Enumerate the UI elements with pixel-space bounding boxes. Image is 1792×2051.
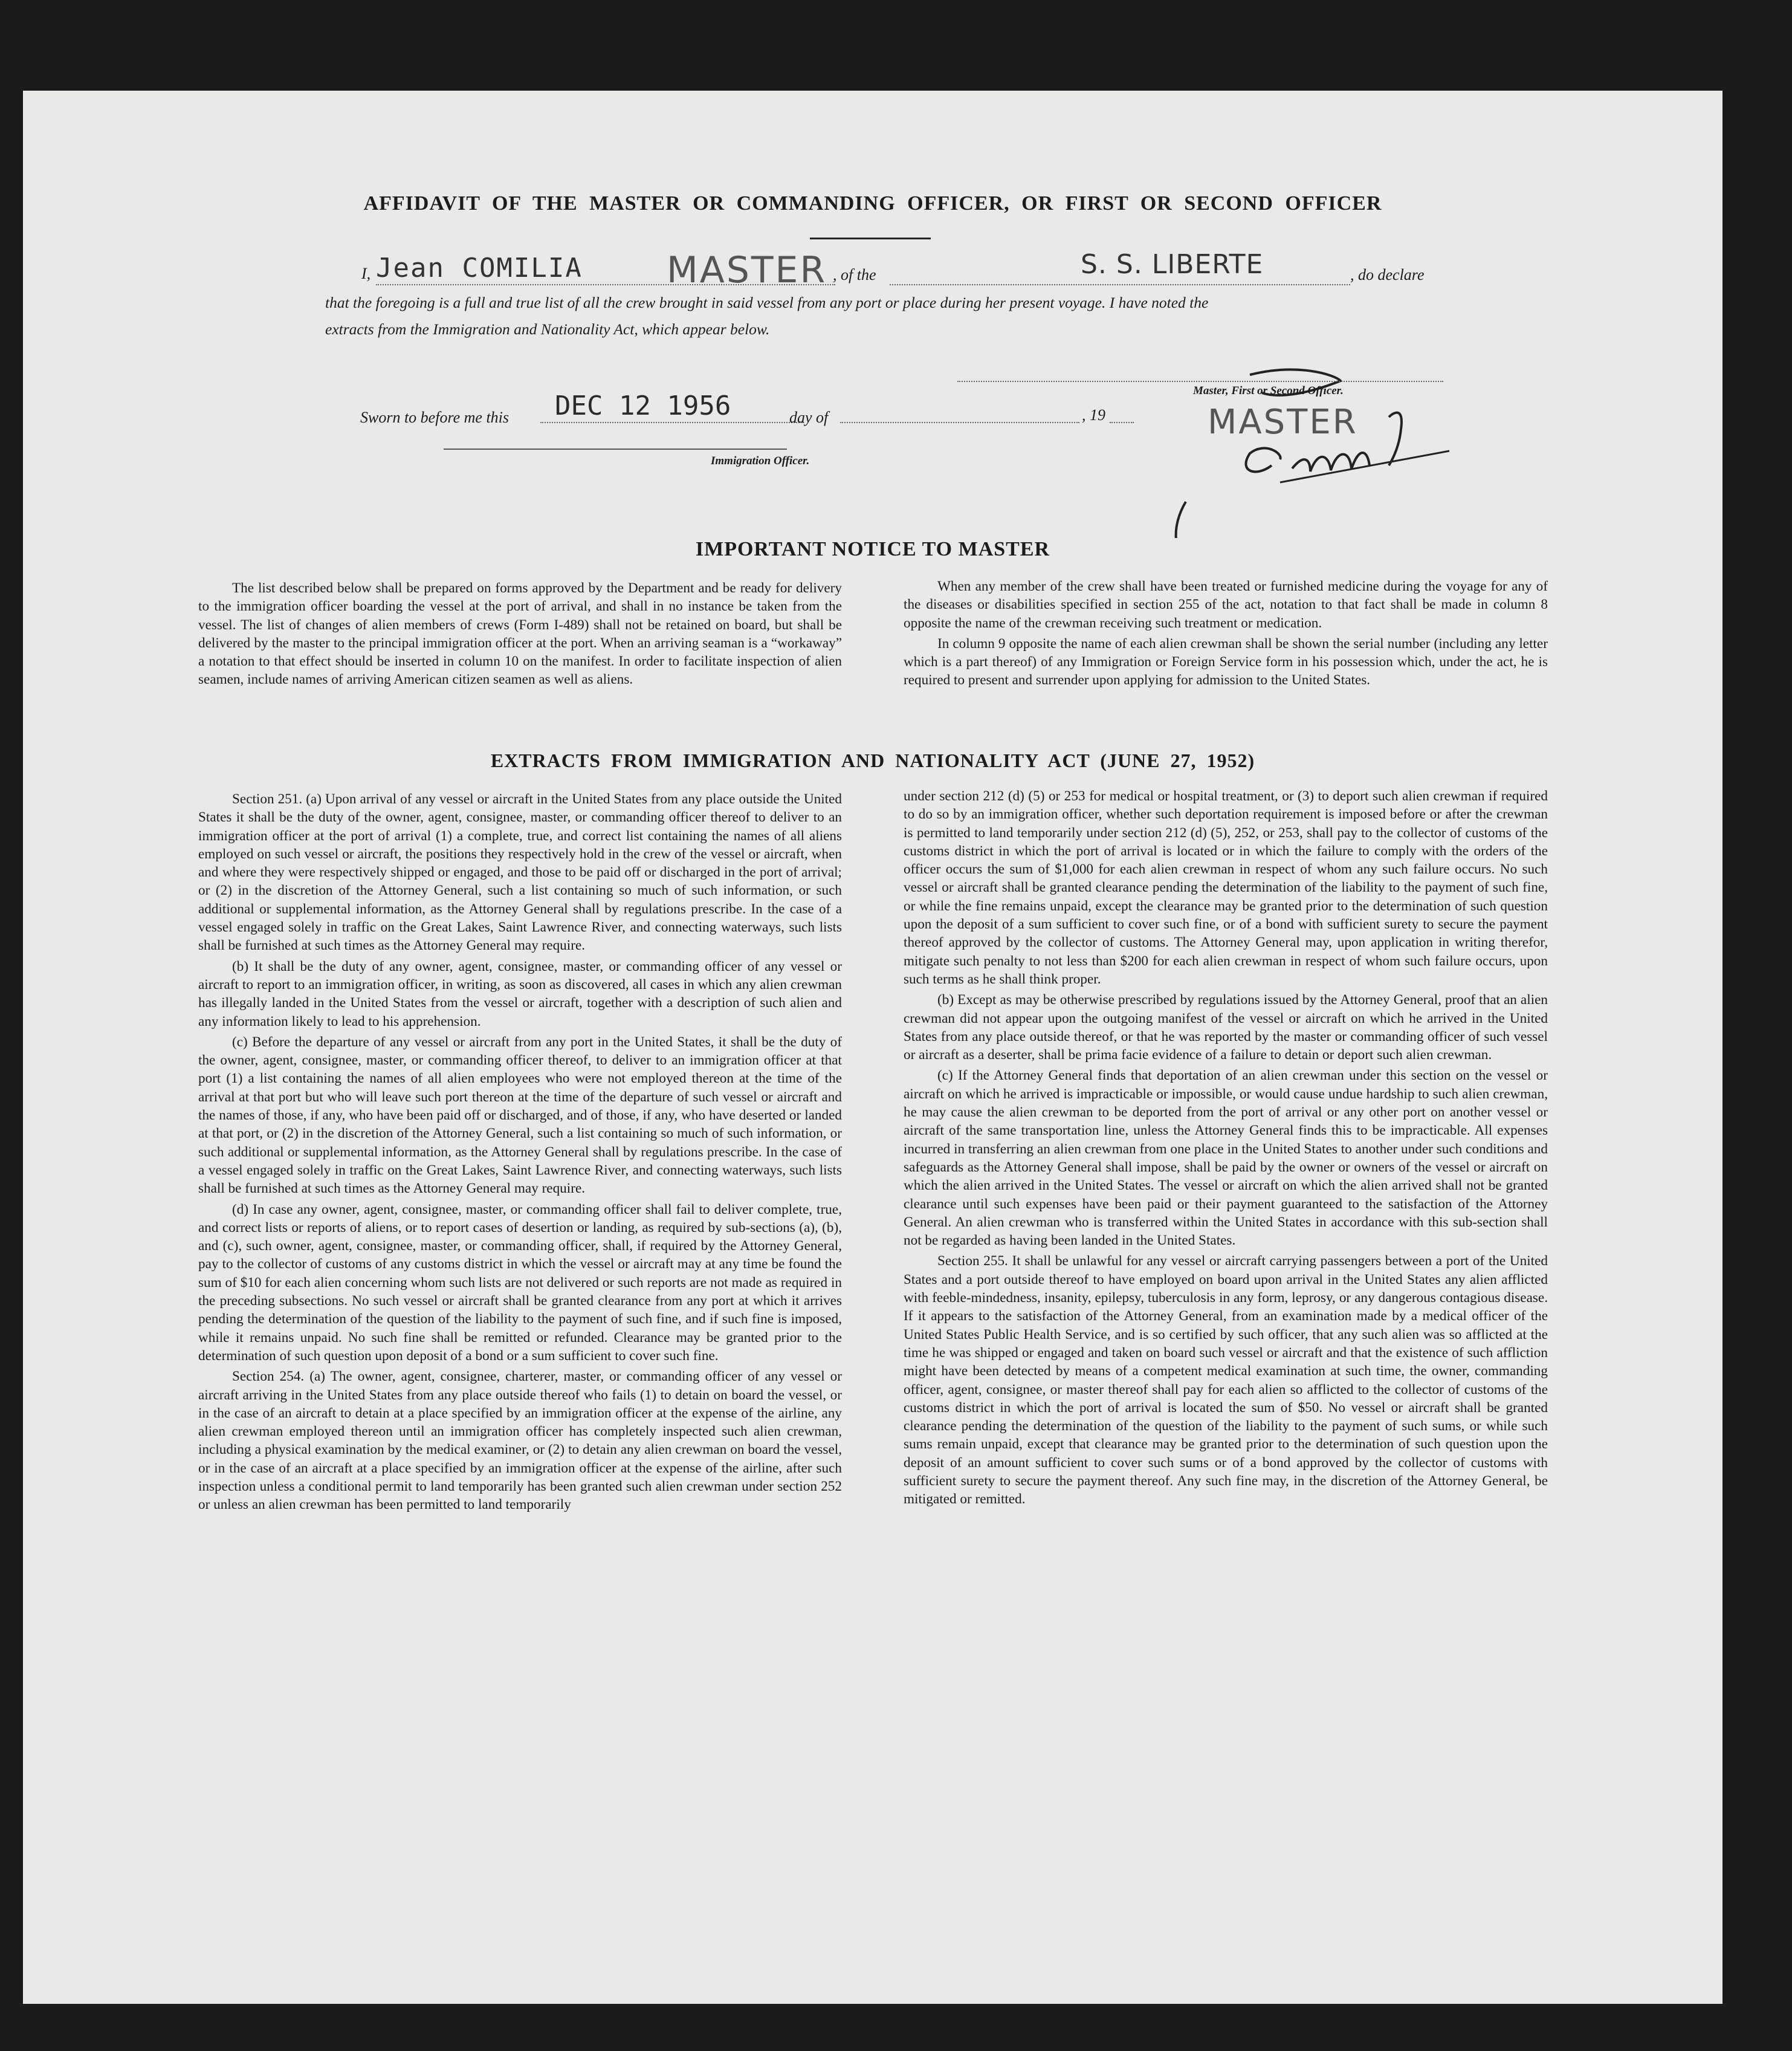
- signer-line: [957, 381, 1443, 382]
- notice-paragraph: When any member of the crew shall have been treated or furnished medicine during the voyage for any of the diseases or disabilities specified in section 255 of the act, notation to that fact shall be made in column 8 opposite the name of the crewman receiving such treatment or medication.: [904, 578, 1548, 631]
- title-divider: [810, 238, 931, 239]
- extracts-right-column: [904, 787, 1548, 1511]
- extract-paragraph: (c) If the Attorney General finds that deportation of an alien crewman under this section on the vessel or aircraft on which he arrived is impracticable or impossible, or would cause undue hardship to such alien crewman, he may cause the alien crewman to be deported from the port of arrival or any other port on another vessel or aircraft of the same transportation line, unless the Attorney General finds this to be impracticable. All expenses incurred in transferring an alien crewman from one place in the United States to another under such conditions and safeguards as the Attorney General shall impose, shall be paid by the owner or owners of the vessel or aircraft on which the alien arrived in the United States. The vessel or aircraft on which the alien arrived shall not be granted clearance until such expenses have been paid or their payment guaranteed to the satisfaction of the Attorney General. An alien crewman who is transferred within the United States in accordance with this sub-section shall not be regarded as having been landed in the United States.: [904, 1068, 1548, 1249]
- declaration-line-2: extracts from the Immigration and Nationality Act, which appear below.: [325, 320, 770, 338]
- extract-paragraph: (c) Before the departure of any vessel or aircraft from any port in the United States, it shall be the duty of the owner, agent, consignee, master, or commanding officer thereof, to deliver to an immigration officer at that port (1) a list containing the names of all alien employees who were not employed thereon at the time of the arrival at that port but who will leave such port thereon at the time of the departure of such vessel or aircraft and the names of those, if any, who have been paid off or discharged, and of those, if any, who have deserted or landed at that port, or (2) in the discretion of the Attorney General, such a list containing so much of such information, or such additional or supplemental information, as the Attorney General shall by regulations prescribe. In the case of a vessel engaged solely in traffic on the Great Lakes, Saint Lawrence River, and connecting waterways, such lists shall be furnished at such times as the Attorney General may require.: [198, 1034, 842, 1197]
- sworn-label: Sworn to before me this: [360, 409, 509, 426]
- month-line: [840, 422, 1079, 423]
- affidavit-title: AFFIDAVIT OF THE MASTER OR COMMANDING OFFICER, OR FIRST OR SECOND OFFICER: [363, 192, 1382, 215]
- signer-label: Master, First or Second Officer.: [1193, 384, 1344, 397]
- extract-paragraph: Section 254. (a) The owner, agent, consignee, charterer, master, or commanding officer of any vessel or aircraft arriving in the United States from any place outside thereof who fails (1) to detain on board the vessel, or in the case of an aircraft to detain at a place specified by an immigration officer at the expense of the airline, any alien crewman employed thereon until an immigration officer has completely inspected such alien crewman, including a physical examination by the medical examiner, or (2) to detain any alien crewman on board the vessel, or in the case of an aircraft at a place specified by an immigration officer at the expense of the airline, after such inspection unless a conditional permit to land temporarily has been granted such alien crewman under section 252 or unless an alien crewman has been permitted to land temporarily: [198, 1369, 842, 1513]
- year-prefix: , 19: [1082, 406, 1105, 424]
- notice-paragraph: In column 9 opposite the name of each alien crewman shall be shown the serial number (including any letter which is a part thereof) of any Immigration or Foreign Service form in his possession which, under the act, he is required to present and surrender upon applying for admission to the United States.: [904, 635, 1548, 689]
- sworn-date: DEC 12 1956: [555, 390, 731, 421]
- year-line: [1110, 422, 1134, 423]
- extract-paragraph: (b) Except as may be otherwise prescribed by regulations issued by the Attorney General, proof that an alien crewman did not appear upon the outgoing manifest of the vessel or aircraft on which he arrived in the United States from any place outside thereof, or that he was reported by the master or commanding officer of such vessel or aircraft as a deserter, shall be prima facie evidence of a failure to detain or deport such alien crewman.: [904, 992, 1548, 1063]
- extract-paragraph: Section 255. It shall be unlawful for any vessel or aircraft carrying passengers between a port of the United States and a port outside thereof to have employed on board upon arrival in the United States any alien afflicted with feeble-mindedness, insanity, epilepsy, tuberculosis in any form, leprosy, or any dangerous contagious disease. If it appears to the satisfaction of the Attorney General, from an examination made by a medical officer of the United States Public Health Service, and is so certified by such officer, that any such alien was so afflicted at the time he was shipped or engaged and taken on board such vessel or aircraft and that the existence of such affliction might have been detected by means of a competent medical examination at such time, the owner, commanding officer, agent, consignee, or master thereof shall pay for each alien so afflicted to the collector of customs of the customs district in which the port of arrival is located the sum of $50. No vessel or aircraft shall be granted clearance pending the determination of the question of the liability to the payment of such sums, or while such sums remain unpaid, except that clearance may be granted prior to the determination of such question upon the deposit of an amount sufficient to cover such sums or of a bond approved by the collector of customs with sufficient surety to secure the payment thereof. Any such fine may, in the discretion of the Attorney General, be mitigated or remitted.: [904, 1253, 1548, 1508]
- extracts-left-column: [198, 790, 842, 1517]
- notice-paragraph: The list described below shall be prepared on forms approved by the Department and be ready for delivery to the immigration officer boarding the vessel at the port of arrival, and shall in no instance be taken from the vessel. The list of changes of alien members of crews (Form I-489) shall not be retained on board, but shall be delivered by the master to the principal immigration officer at the port. When an arriving seaman is a “workaway” a notation to that effect should be inserted in column 10 on the manifest. In order to facilitate inspection of alien seamen, include names of arriving American citizen seamen as well as aliens.: [198, 580, 842, 688]
- notice-left-column: [198, 579, 842, 692]
- vessel-name: S. S. LIBERTE: [1081, 249, 1264, 280]
- i-label: I,: [361, 265, 371, 282]
- rank-stamp: MASTER: [667, 249, 827, 291]
- day-of-label: day of: [789, 409, 829, 426]
- notice-title: IMPORTANT NOTICE TO MASTER: [695, 538, 1050, 560]
- master-stamp: MASTER: [1208, 403, 1358, 442]
- form-sheet: [23, 91, 1722, 2004]
- officer-line: [444, 449, 787, 450]
- extract-paragraph: under section 212 (d) (5) or 253 for medical or hospital treatment, or (3) to deport such alien crewman if required to do so by an immigration officer, whether such deportation requirement is imposed before or after the crewman is permitted to land temporarily under section 212 (d) (5), 252, or 253, shall pay to the collector of customs of the customs district in which the port of arrival is located or in which the failure to comply with the orders of the officer occurs the sum of $1,000 for each alien crewman in respect of whom any such failure occurs. No such vessel or aircraft shall be granted clearance pending the determination of the liability to the payment of such fine, or while the fine remains unpaid, except the clearance may be granted prior to the determination of such question upon the deposit of a sum sufficient to cover such fine, or of a bond with sufficient surety to secure the payment thereof approved by the collector of customs. The Attorney General may, upon application in writing therefor, mitigate such penalty to not less than $200 for each alien crewman in respect of whom such failure occurs, upon such terms as he shall think proper.: [904, 788, 1548, 987]
- do-declare-label: , do declare: [1350, 266, 1425, 284]
- extract-paragraph: Section 251. (a) Upon arrival of any vessel or aircraft in the United States from any place outside the United States it shall be the duty of the owner, agent, consignee, master, or commanding officer thereof to deliver to an immigration officer at the port of arrival (1) a complete, true, and correct list containing the names of all aliens employed on such vessel or aircraft, the positions they respectively hold in the crew of the vessel or aircraft, when and where they were respectively shipped or engaged, and those to be paid off or discharged in the port of arrival; or (2) in the discretion of the Attorney General, such a list containing so much of such information, or such additional or supplemental information, as the Attorney General shall by regulations prescribe. In the case of a vessel engaged solely in traffic on the Great Lakes, Saint Lawrence River, and connecting waterways, such lists shall be furnished at such times as the Attorney General may require.: [198, 791, 842, 954]
- extract-paragraph: (b) It shall be the duty of any owner, agent, consignee, master, or commanding officer of any vessel or aircraft to report to an immigration officer, in writing, as soon as discovered, all cases in which any alien crewman has illegally landed in the United States from the vessel or aircraft, together with a description of such alien and any information likely to lead to his apprehension.: [198, 958, 842, 1029]
- name-line: [376, 284, 835, 285]
- notice-right-column: [904, 577, 1548, 692]
- declaration-line-1: that the foregoing is a full and true list of all the crew brought in said vessel from any port or place during her present voyage. I have noted the: [325, 294, 1209, 311]
- of-the-label: , of the: [833, 266, 876, 284]
- extracts-title: EXTRACTS FROM IMMIGRATION AND NATIONALITY ACT (JUNE 27, 1952): [490, 750, 1255, 771]
- immigration-officer-label: Immigration Officer.: [711, 455, 810, 467]
- extract-paragraph: (d) In case any owner, agent, consignee, master, or commanding officer shall fail to deliver complete, true, and correct lists or reports of aliens, or to report cases of desertion or landing, as required by sub-sections (a), (b), and (c), such owner, agent, consignee, master, or commanding officer, shall, if required by the Attorney General, pay to the collector of customs of any customs district in which the vessel or aircraft may at any time be found the sum of $10 for each alien concerning whom such lists are not delivered or such reports are not made as required in the preceding subsections. No such vessel or aircraft shall be granted clearance from any port at which it arrives pending the determination of the question of the liability to the payment of such fine, and if such fine is imposed, while it remains unpaid. No such fine shall be remitted or refunded. Clearance may be granted prior to the determination of such question upon deposit of a bond or a sum sufficient to cover such fine.: [198, 1201, 842, 1364]
- sworn-date-line: [540, 422, 804, 423]
- declarant-name: Jean COMILIA: [376, 253, 583, 284]
